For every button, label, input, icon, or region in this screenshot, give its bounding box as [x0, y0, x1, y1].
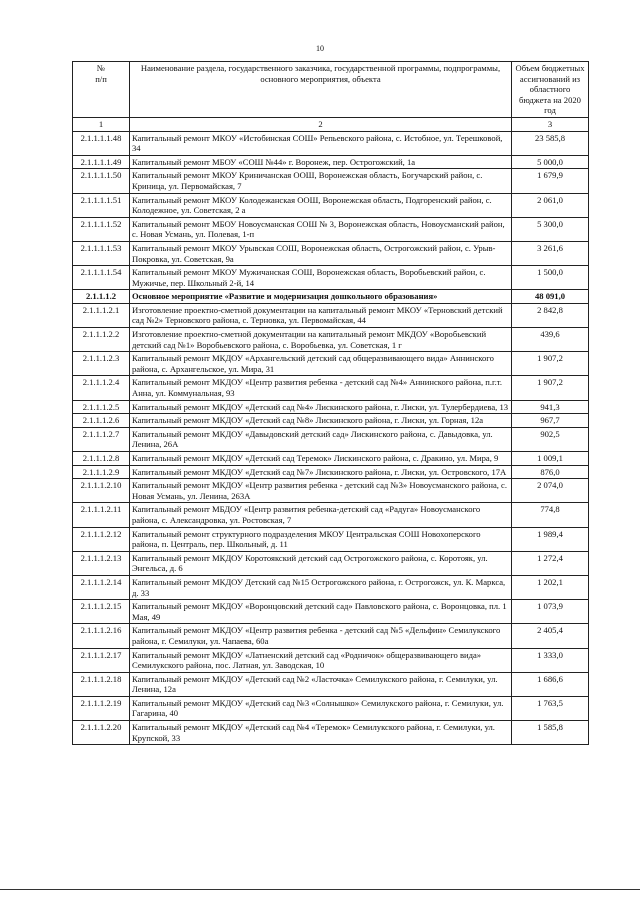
row-name: Капитальный ремонт МКДОУ «Детский сад №2 «Ласточка» Семилукского района, г. Семилуки, ул. Ленина, 12а: [130, 672, 512, 696]
row-amount: 1 989,4: [512, 527, 589, 551]
row-name: Капитальный ремонт МКДОУ «Архангельский детский сад общеразвивающего вида» Аннинского района, с. Архангельское, ул. Мира, 31: [130, 352, 512, 376]
row-name: Капитальный ремонт МБОУ Новоусманская СОШ № 3, Воронежская область, Новоусманский район, с. Новая Усмань, ул. Полевая, 1-п: [130, 217, 512, 241]
table-row: [73, 551, 589, 575]
row-amount: 1 907,2: [512, 376, 589, 400]
table-row: [73, 155, 589, 169]
column-index: 2: [130, 117, 512, 131]
table-row: [73, 721, 589, 745]
row-name: Капитальный ремонт МКОУ Криничанская ООШ, Воронежская область, Богучарский район, с. Криница, ул. Первомайская, 7: [130, 169, 512, 193]
table-row: [73, 352, 589, 376]
row-amount: 1 763,5: [512, 696, 589, 720]
table-row: [73, 290, 589, 304]
row-amount: 2 074,0: [512, 479, 589, 503]
row-name: Капитальный ремонт МКДОУ «Латненский детский сад «Родничок» общеразвивающего вида» Семилукского района, пос. Латная, ул. Заводская, 10: [130, 648, 512, 672]
row-amount: 1 202,1: [512, 575, 589, 599]
table-row: [73, 648, 589, 672]
row-amount: 1 907,2: [512, 352, 589, 376]
row-number: 2.1.1.1.2.20: [73, 721, 130, 745]
row-amount: 23 585,8: [512, 131, 589, 155]
row-name: Капитальный ремонт МКДОУ «Воронцовский детский сад» Павловского района, с. Воронцовка, пл. 1 Мая, 49: [130, 600, 512, 624]
row-number: 2.1.1.1.2.4: [73, 376, 130, 400]
row-number: 2.1.1.1.2: [73, 290, 130, 304]
page-number: 10: [316, 44, 324, 53]
row-number: 2.1.1.1.2.14: [73, 575, 130, 599]
row-number: 2.1.1.1.1.48: [73, 131, 130, 155]
table-row: [73, 266, 589, 290]
row-name: Капитальный ремонт МКДОУ Коротоякский детский сад Острогожского района, с. Коротояк, ул. Энгельса, д. 6: [130, 551, 512, 575]
table-row: [73, 303, 589, 327]
row-number: 2.1.1.1.1.54: [73, 266, 130, 290]
row-amount: 439,6: [512, 328, 589, 352]
row-amount: 3 261,6: [512, 241, 589, 265]
row-name: Капитальный ремонт структурного подразделения МКОУ Центральская СОШ Новохоперского района, п. Централь, пер. Школьный, д. 11: [130, 527, 512, 551]
row-amount: 902,5: [512, 427, 589, 451]
row-name: Капитальный ремонт МКДОУ «Детский сад №4» Лискинского района, г. Лиски, ул. Тулербердиева, 13: [130, 400, 512, 414]
table-row: [73, 414, 589, 428]
row-name: Капитальный ремонт МКДОУ «Детский сад №8» Лискинского района, г. Лиски, ул. Горная, 12а: [130, 414, 512, 428]
row-amount: 5 300,0: [512, 217, 589, 241]
row-amount: 1 333,0: [512, 648, 589, 672]
row-number: 2.1.1.1.2.6: [73, 414, 130, 428]
row-number: 2.1.1.1.2.3: [73, 352, 130, 376]
row-name: Капитальный ремонт МКДОУ «Детский сад Теремок» Лискинского района, с. Дракино, ул. Мира, 9: [130, 452, 512, 466]
table-row: [73, 427, 589, 451]
row-amount: 1 073,9: [512, 600, 589, 624]
column-index-row: [73, 117, 589, 131]
row-name: Капитальный ремонт МКОУ Урывская СОШ, Воронежская область, Острогожский район, с. Урыв-Покровка, ул. Советская, 9а: [130, 241, 512, 265]
row-name: Капитальный ремонт МКОУ Колодежанская ООШ, Воронежская область, Подгоренский район, с. Колодежное, ул. Советская, 2 а: [130, 193, 512, 217]
row-amount: 5 000,0: [512, 155, 589, 169]
row-amount: 876,0: [512, 465, 589, 479]
row-name: Капитальный ремонт МКДОУ «Детский сад №7» Лискинского района, г. Лиски, ул. Островского, 17А: [130, 465, 512, 479]
row-number: 2.1.1.1.2.19: [73, 696, 130, 720]
row-amount: 1 272,4: [512, 551, 589, 575]
table-row: [73, 193, 589, 217]
row-number: 2.1.1.1.2.16: [73, 624, 130, 648]
row-number: 2.1.1.1.2.9: [73, 465, 130, 479]
row-name: Капитальный ремонт МБОУ «СОШ №44» г. Воронеж, пер. Острогожский, 1а: [130, 155, 512, 169]
row-name: Капитальный ремонт МКДОУ «Детский сад №3 «Солнышко» Семилукского района, г. Семилуки, ул. Гагарина, 40: [130, 696, 512, 720]
budget-table: [72, 61, 589, 745]
row-name: Капитальный ремонт МКОУ Мужичанская СОШ, Воронежская область, Воробьевский район, с. Мужичье, пер. Школьный 2-й, 14: [130, 266, 512, 290]
table-row: [73, 131, 589, 155]
row-name: Капитальный ремонт МКДОУ «Центр развития ребенка - детский сад №5 «Дельфин» Семилукского района, г. Семилуки, ул. Чапаева, 60а: [130, 624, 512, 648]
table-body: [73, 131, 589, 745]
row-number: 2.1.1.1.2.12: [73, 527, 130, 551]
row-name: Капитальный ремонт МКОУ «Истобинская СОШ» Репьевского района, с. Истобное, ул. Терешковой, 34: [130, 131, 512, 155]
row-amount: 1 585,8: [512, 721, 589, 745]
row-name: Капитальный ремонт МКДОУ «Давыдовский детский сад» Лискинского района, с. Давыдовка, ул. Ленина, 26А: [130, 427, 512, 451]
table-row: [73, 696, 589, 720]
table-row: [73, 600, 589, 624]
row-number: 2.1.1.1.1.53: [73, 241, 130, 265]
row-number: 2.1.1.1.2.2: [73, 328, 130, 352]
row-number: 2.1.1.1.1.49: [73, 155, 130, 169]
row-number: 2.1.1.1.1.50: [73, 169, 130, 193]
table-row: [73, 624, 589, 648]
table-row: [73, 376, 589, 400]
row-number: 2.1.1.1.2.13: [73, 551, 130, 575]
row-number: 2.1.1.1.1.51: [73, 193, 130, 217]
row-name: Изготовление проектно-сметной документации на капитальный ремонт МКОУ «Терновский детский сад №2» Терновского района, с. Терновка, ул. Первомайская, 44: [130, 303, 512, 327]
row-number: 2.1.1.1.2.15: [73, 600, 130, 624]
row-number: 2.1.1.1.2.10: [73, 479, 130, 503]
row-name: Капитальный ремонт МКДОУ Детский сад №15 Острогожского района, г. Острогожск, ул. К. Маркса, д. 33: [130, 575, 512, 599]
row-number: 2.1.1.1.2.7: [73, 427, 130, 451]
column-index: 1: [73, 117, 130, 131]
row-number: 2.1.1.1.2.18: [73, 672, 130, 696]
table-row: [73, 452, 589, 466]
header-number: № п/п: [73, 62, 130, 118]
row-amount: 1 009,1: [512, 452, 589, 466]
row-amount: 1 500,0: [512, 266, 589, 290]
row-number: 2.1.1.1.2.5: [73, 400, 130, 414]
row-number: 2.1.1.1.2.8: [73, 452, 130, 466]
row-name: Капитальный ремонт МКДОУ «Центр развития ребенка - детский сад №3» Новоусманского района, с. Новая Усмань, ул. Ленина, 263А: [130, 479, 512, 503]
table-row: [73, 217, 589, 241]
row-name: Капитальный ремонт МБДОУ «Центр развития ребенка-детский сад «Радуга» Новоусманского района, с. Александровка, ул. Ростовская, 7: [130, 503, 512, 527]
row-number: 2.1.1.1.2.17: [73, 648, 130, 672]
table-row: [73, 479, 589, 503]
row-number: 2.1.1.1.2.11: [73, 503, 130, 527]
row-amount: 1 679,9: [512, 169, 589, 193]
table-row: [73, 328, 589, 352]
table-row: [73, 527, 589, 551]
row-amount: 2 405,4: [512, 624, 589, 648]
table-row: [73, 503, 589, 527]
row-number: 2.1.1.1.2.1: [73, 303, 130, 327]
table-header-row: [73, 62, 589, 118]
column-index: 3: [512, 117, 589, 131]
header-name: Наименование раздела, государственного заказчика, государственной программы, подпрограммы, основного мероприятия, объекта: [130, 62, 512, 118]
row-name: Основное мероприятие «Развитие и модернизация дошкольного образования»: [130, 290, 512, 304]
row-amount: 1 686,6: [512, 672, 589, 696]
header-amount: Объем бюджетных ассигнований из областного бюджета на 2020 год: [512, 62, 589, 118]
table-row: [73, 672, 589, 696]
row-amount: 941,3: [512, 400, 589, 414]
table-row: [73, 241, 589, 265]
row-number: 2.1.1.1.1.52: [73, 217, 130, 241]
row-amount: 774,8: [512, 503, 589, 527]
row-amount: 48 091,0: [512, 290, 589, 304]
table-row: [73, 169, 589, 193]
table-row: [73, 575, 589, 599]
row-amount: 967,7: [512, 414, 589, 428]
row-name: Капитальный ремонт МКДОУ «Центр развития ребенка - детский сад №4» Аннинского района, п.г.т. Анна, ул. Коммунальная, 93: [130, 376, 512, 400]
row-amount: 2 061,0: [512, 193, 589, 217]
table-row: [73, 465, 589, 479]
row-amount: 2 842,8: [512, 303, 589, 327]
bottom-rule: [0, 889, 640, 890]
row-name: Капитальный ремонт МКДОУ «Детский сад №4 «Теремок» Семилукского района, г. Семилуки, ул. Крупской, 33: [130, 721, 512, 745]
row-name: Изготовление проектно-сметной документации на капитальный ремонт МКДОУ «Воробьевский детский сад №1» Воробьевского района, с. Воробьевка, ул. Советская, 1 г: [130, 328, 512, 352]
table-row: [73, 400, 589, 414]
